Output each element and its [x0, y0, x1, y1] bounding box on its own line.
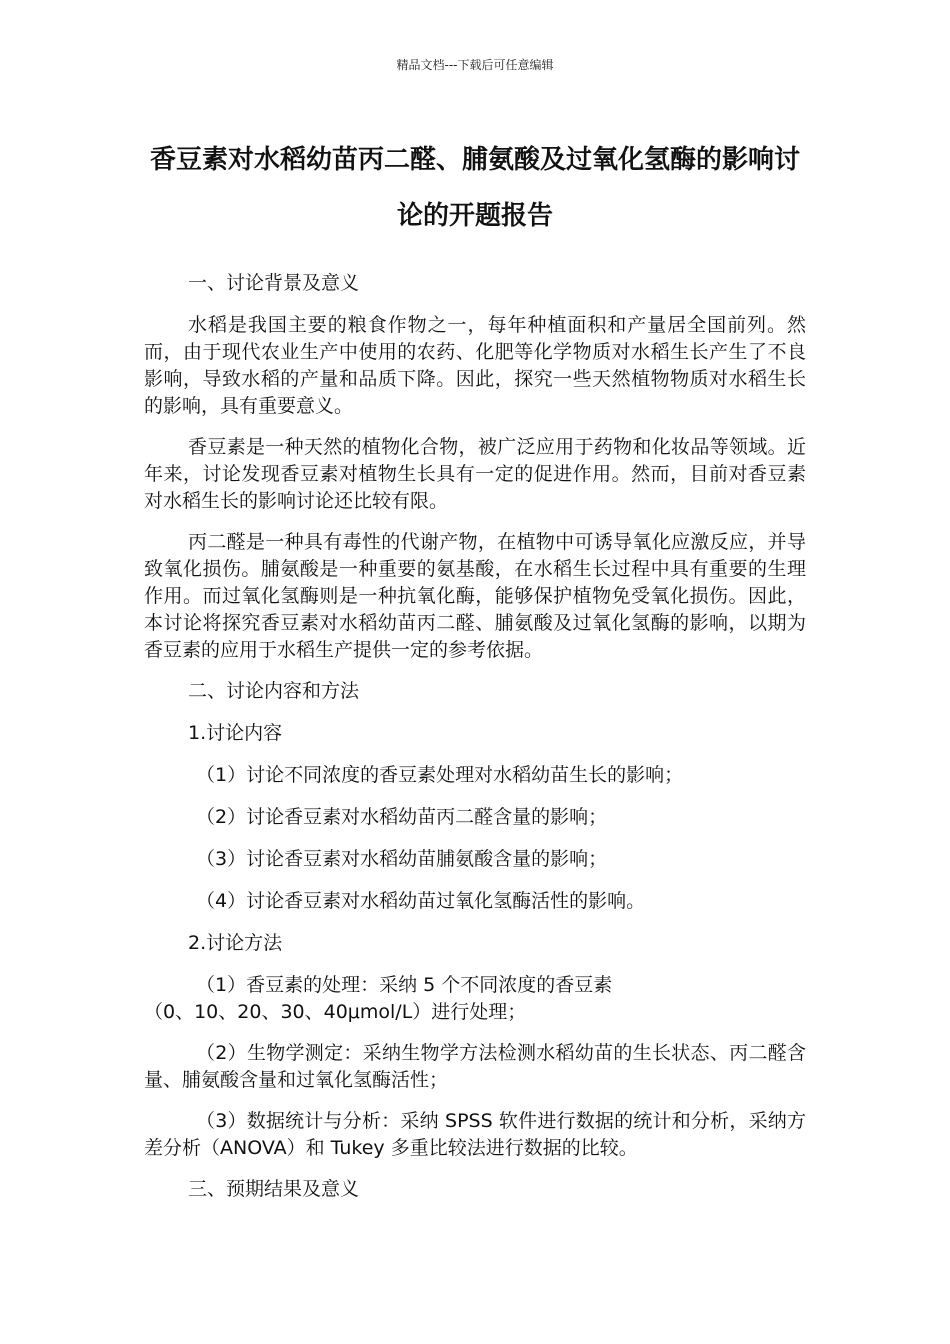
document-body — [144, 270, 806, 1218]
paragraph-rice-background: 水稻是我国主要的粮食作物之一，每年种植面积和产量居全国前列。然而，由于现代农业生产中使用的农药、化肥等化学物质对水稻生长产生了不良影响，导致水稻的产量和品质下降。因此，探究一些天然植物物质对水稻生长的影响，具有重要意义。 — [144, 314, 806, 417]
content-item: （4）讨论香豆素对水稻幼苗过氧化氢酶活性的影响。 — [196, 890, 646, 912]
document-title: 香豆素对水稻幼苗丙二醛、脯氨酸及过氧化氢酶的影响讨论的开题报告 — [149, 145, 800, 231]
method-treatment-line1: （1）香豆素的处理：采纳 5 个不同浓度的香豆素 — [196, 974, 613, 996]
method-statistics: （3）数据统计与分析：采纳 SPSS 软件进行数据的统计和分析，采纳方差分析（ANOVA）和 Tukey 多重比较法进行数据的比较。 — [144, 1110, 806, 1159]
section-heading-background: 一、讨论背景及意义 — [188, 272, 360, 294]
paragraph-coumarin-background: 香豆素是一种天然的植物化合物，被广泛应用于药物和化妆品等领域。近年来，讨论发现香豆素对植物生长具有一定的促进作用。然而，目前对香豆素对水稻生长的影响讨论还比较有限。 — [144, 436, 806, 512]
method-biological-assay: （2）生物学测定：采纳生物学方法检测水稻幼苗的生长状态、丙二醛含量、脯氨酸含量和过氧化氢酶活性； — [144, 1042, 806, 1091]
header-note: 精品文档---下载后可任意编辑 — [396, 58, 554, 72]
method-treatment — [144, 972, 806, 1026]
section-heading-content-methods: 二、讨论内容和方法 — [188, 680, 360, 702]
paragraph-research-purpose: 丙二醛是一种具有毒性的代谢产物，在植物中可诱导氧化应激反应，并导致氧化损伤。脯氨酸是一种重要的氨基酸，在水稻生长过程中具有重要的生理作用。而过氧化氢酶则是一种抗氧化酶，能够保护植物免受氧化损伤。因此，本讨论将探究香豆素对水稻幼苗丙二醛、脯氨酸及过氧化氢酶的影响，以期为香豆素的应用于水稻生产提供一定的参考依据。 — [144, 531, 806, 661]
subheading-research-methods: 2.讨论方法 — [188, 932, 283, 954]
subheading-research-content: 1.讨论内容 — [188, 722, 283, 744]
content-item: （1）讨论不同浓度的香豆素处理对水稻幼苗生长的影响； — [196, 764, 684, 786]
section-heading-expected-results: 三、预期结果及意义 — [188, 1178, 360, 1200]
content-item: （2）讨论香豆素对水稻幼苗丙二醛含量的影响； — [196, 806, 608, 828]
method-treatment-line2: （0、10、20、30、40μmol/L）进行处理； — [144, 1001, 527, 1023]
content-item: （3）讨论香豆素对水稻幼苗脯氨酸含量的影响； — [196, 848, 608, 870]
